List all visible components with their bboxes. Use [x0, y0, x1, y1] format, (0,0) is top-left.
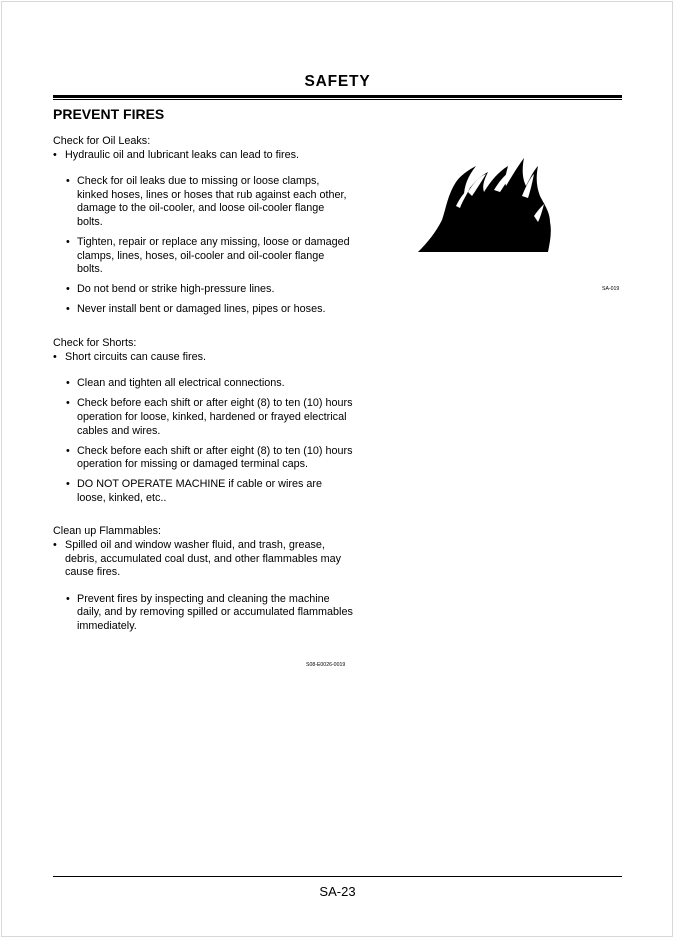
list-item: [53, 377, 353, 391]
list-item: [53, 397, 353, 438]
main-bullet-text: Hydraulic oil and lubricant leaks can lead to fires.: [65, 148, 300, 161]
bullet-icon: •: [53, 539, 57, 552]
list-item-text: Prevent fires by inspecting and cleaning the machine daily, and by removing spilled or accumulated flammables immediately.: [77, 592, 353, 633]
section-title: PREVENT FIRES: [53, 106, 165, 122]
header-rule-thin: [53, 99, 622, 100]
bullet-icon: •: [66, 592, 70, 605]
bullet-icon: •: [66, 444, 70, 457]
list-item: [53, 593, 353, 634]
bullet-icon: •: [66, 175, 70, 188]
group-heading: Check for Shorts:: [53, 337, 137, 350]
bullet-icon: •: [66, 377, 70, 390]
list-item-text: Do not bend or strike high-pressure lines.: [77, 283, 275, 296]
bullet-icon: •: [66, 283, 70, 296]
list-item: [53, 303, 353, 317]
bullet-icon: •: [66, 478, 70, 491]
list-item-text: DO NOT OPERATE MACHINE if cable or wires are loose, kinked, etc..: [77, 478, 322, 504]
main-bullet-text: Spilled oil and window washer fluid, and trash, grease, debris, accumulated coal dust, and other flammables may cause fires.: [65, 539, 342, 579]
list-item: [53, 283, 353, 297]
flame-icon: [418, 156, 552, 254]
content-column: [53, 135, 353, 654]
sub-list: [53, 593, 353, 634]
list-item: [53, 445, 353, 472]
page-header-title: SAFETY: [304, 73, 371, 90]
sub-list: [53, 377, 353, 505]
document-code: S08-E0026-0019: [306, 662, 346, 668]
page-number: SA-23: [319, 884, 356, 899]
list-item: [53, 175, 353, 229]
bullet-icon: •: [66, 303, 70, 316]
main-bullet-text: Short circuits can cause fires.: [65, 350, 207, 363]
list-item-text: Check before each shift or after eight (8) to ten (10) hours operation for missing or damaged terminal caps.: [77, 444, 353, 471]
flammables-group: [53, 525, 353, 633]
list-item-text: Check before each shift or after eight (8) to ten (10) hours operation for loose, kinked, hardened or frayed electrical cables and wires.: [77, 397, 353, 437]
oil-leaks-group: [53, 135, 353, 317]
list-item-text: Clean and tighten all electrical connections.: [77, 377, 285, 390]
list-item-text: Never install bent or damaged lines, pipes or hoses.: [77, 303, 326, 316]
main-bullet: [53, 351, 353, 365]
bullet-icon: •: [66, 236, 70, 249]
shorts-group: [53, 337, 353, 505]
list-item: [53, 478, 353, 505]
main-bullet: [53, 149, 353, 163]
list-item: [53, 236, 353, 277]
header-rule-thick: [53, 95, 622, 98]
bullet-icon: •: [53, 350, 57, 363]
sub-list: [53, 175, 353, 317]
list-item-text: Tighten, repair or replace any missing, loose or damaged clamps, lines, hoses, oil-cooler and oil-cooler flange bolts.: [77, 236, 350, 276]
group-heading: Clean up Flammables:: [53, 525, 162, 538]
bullet-icon: •: [66, 397, 70, 410]
figure-code: SA-019: [602, 286, 620, 292]
group-heading: Check for Oil Leaks:: [53, 135, 151, 147]
list-item-text: Check for oil leaks due to missing or loose clamps, kinked hoses, lines or hoses that rub against each other, damage to the oil-cooler, and loose oil-cooler flange bolts.: [77, 175, 347, 228]
main-bullet: [53, 539, 353, 580]
bullet-icon: •: [53, 148, 57, 161]
footer-rule: [53, 876, 622, 877]
